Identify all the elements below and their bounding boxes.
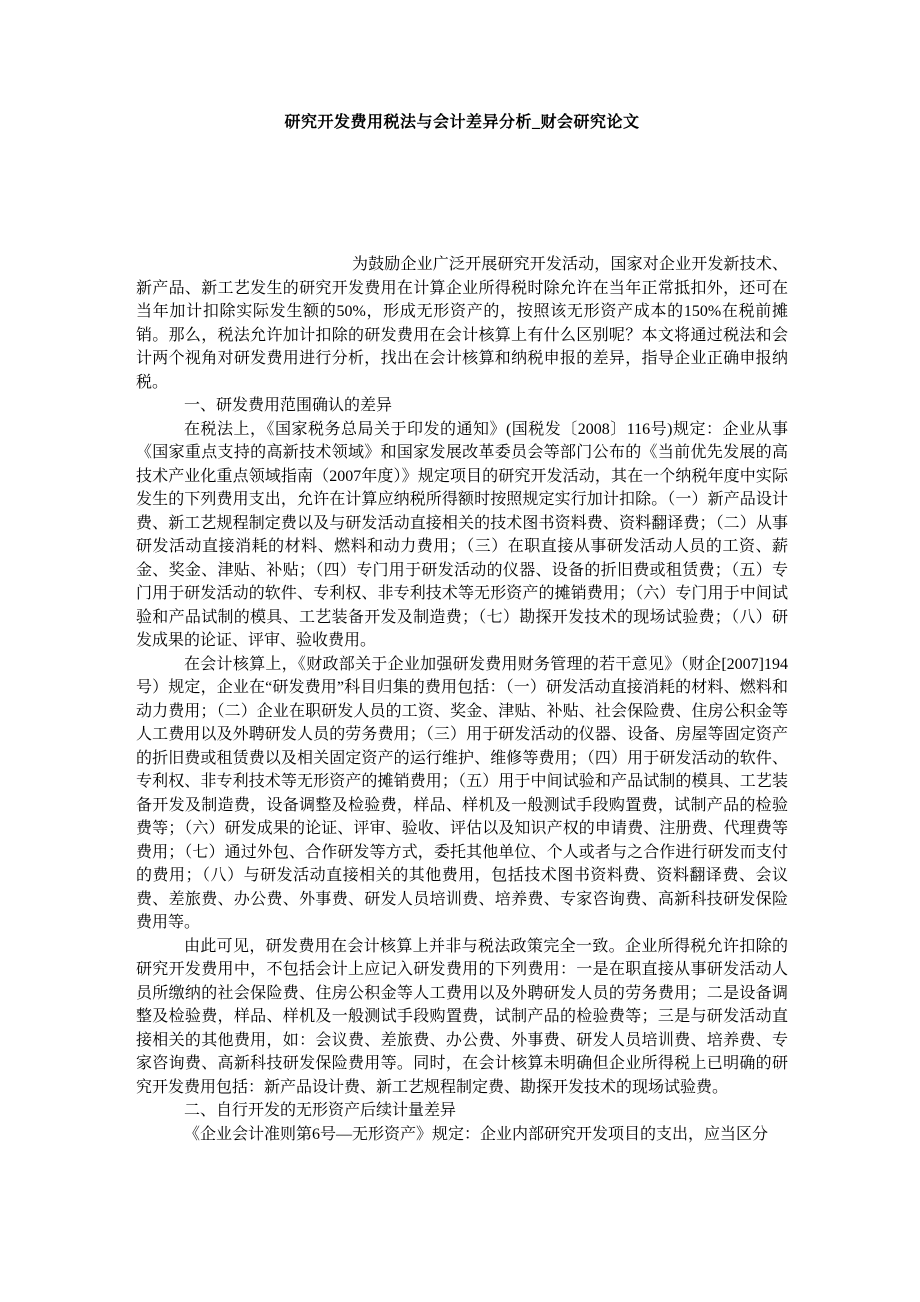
paragraph-tax-law-scope: 在税法上，《国家税务总局关于印发的通知》(国税发〔2008〕116号)规定：企业从事《国家重点支持的高新技术领域》和国家发展改革委员会等部门公布的《当前优先发展的高技术产业化重点领域指南（2007年度）》规定项目的研究开发活动，其在一个纳税年度中实际发生的下列费用支出，允许在计算应纳税所得额时按照规定实行加计扣除。（一）新产品设计费、新工艺规程制定费以及与研发活动直接相关的技术图书资料费、资料翻译费；（二）从事研发活动直接消耗的材料、燃料和动力费用；（三）在职直接从事研发活动人员的工资、薪金、奖金、津贴、补贴；（四）专门用于研发活动的仪器、设备的折旧费或租赁费；（五）专门用于研发活动的软件、专利权、非专利技术等无形资产的摊销费用；（六）专门用于中间试验和产品试制的模具、工艺装备开发及制造费；（七）勘探开发技术的现场试验费；（八）研发成果的论证、评审、验收费用。: [136, 420, 788, 649]
section-heading-2: 二、自行开发的无形资产后续计量差异: [184, 1102, 457, 1119]
section-heading-1: 一、研发费用范围确认的差异: [184, 397, 393, 414]
document-body: [136, 253, 788, 1146]
paragraph-intangible-assets: 《企业会计准则第6号—无形资产》规定：企业内部研究开发项目的支出，应当区分: [184, 1125, 769, 1143]
paragraph-accounting-scope: 在会计核算上，《财政部关于企业加强研发费用财务管理的若干意见》（财企[2007]194号）规定，企业在“研发费用”科目归集的费用包括：（一）研发活动直接消耗的材料、燃料和动力费用；（二）企业在职研发人员的工资、奖金、津贴、补贴、社会保险费、住房公积金等人工费用以及外聘研发人员的劳务费用；（三）用于研发活动的仪器、设备、房屋等固定资产的折旧费或租赁费以及相关固定资产的运行维护、维修等费用；（四）用于研发活动的软件、专利权、非专利技术等无形资产的摊销费用；（五）用于中间试验和产品试制的模具、工艺装备开发及制造费，设备调整及检验费，样品、样机及一般测试手段购置费，试制产品的检验费等；（六）研发成果的论证、评审、验收、评估以及知识产权的申请费、注册费、代理费等费用；（七）通过外包、合作研发等方式，委托其他单位、个人或者与之合作进行研发而支付的费用；（八）与研发活动直接相关的其他费用，包括技术图书资料费、资料翻译费、会议费、差旅费、办公费、外事费、研发人员培训费、培养费、专家咨询费、高新科技研发保险费用等。: [136, 655, 788, 931]
paragraph-difference-summary: 由此可见，研发费用在会计核算上并非与税法政策完全一致。企业所得税允许扣除的研究开发费用中，不包括会计上应记入研发费用的下列费用：一是在职直接从事研发活动人员所缴纳的社会保险费、住房公积金等人工费用以及外聘研发人员的劳务费用；二是设备调整及检验费，样品、样机及一般测试手段购置费，试制产品的检验费等；三是与研发活动直接相关的其他费用，如：会议费、差旅费、办公费、外事费、研发人员培训费、培养费、专家咨询费、高新科技研发保险费用等。同时，在会计核算未明确但企业所得税上已明确的研究开发费用包括：新产品设计费、新工艺规程制定费、勘探开发技术的现场试验费。: [136, 937, 788, 1096]
paragraph-intro: 为鼓励企业广泛开展研究开发活动，国家对企业开发新技术、新产品、新工艺发生的研究开发费用在计算企业所得税时除允许在当年正常抵扣外，还可在当年加计扣除实际发生额的50%，形成无形资产的，按照该无形资产成本的150%在税前摊销。那么，税法允许加计扣除的研发费用在会计核算上有什么区别呢？本文将通过税法和会计两个视角对研发费用进行分析，找出在会计核算和纳税申报的差异，指导企业正确申报纳税。: [136, 256, 788, 391]
document-title: 研究开发费用税法与会计差异分析_财会研究论文: [284, 114, 640, 131]
